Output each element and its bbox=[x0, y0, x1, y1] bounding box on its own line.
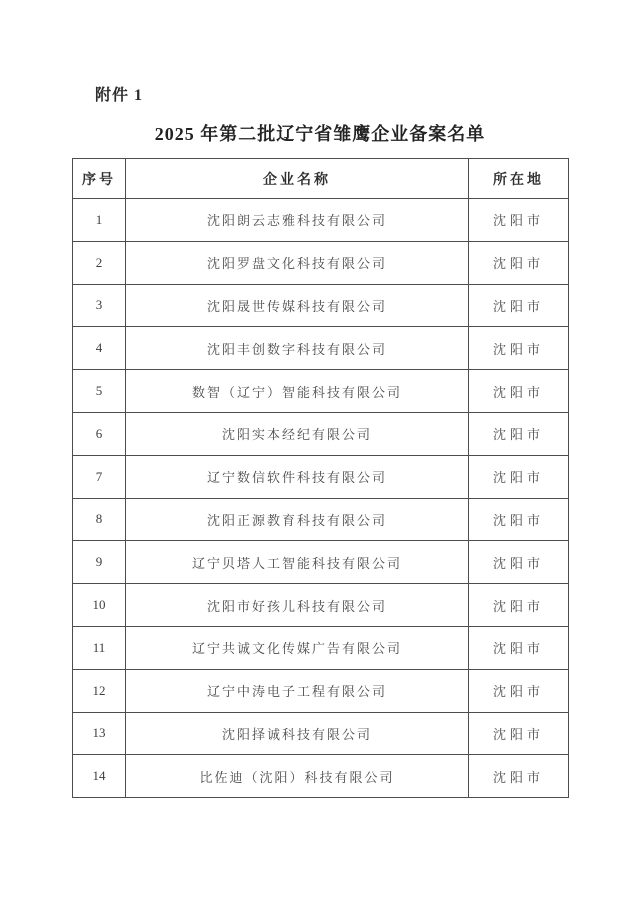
column-header-name: 企业名称 bbox=[126, 159, 469, 199]
table-row bbox=[73, 626, 569, 669]
table-row bbox=[73, 327, 569, 370]
table-row bbox=[73, 669, 569, 712]
row-name: 沈阳丰创数字科技有限公司 bbox=[126, 327, 469, 370]
row-seq: 3 bbox=[73, 284, 126, 327]
row-seq: 5 bbox=[73, 370, 126, 413]
table-row bbox=[73, 498, 569, 541]
row-name: 辽宁数信软件科技有限公司 bbox=[126, 455, 469, 498]
row-name: 辽宁中涛电子工程有限公司 bbox=[126, 669, 469, 712]
row-location: 沈阳市 bbox=[469, 584, 569, 627]
row-name: 比佐迪（沈阳）科技有限公司 bbox=[126, 755, 469, 798]
row-location: 沈阳市 bbox=[469, 712, 569, 755]
table-row bbox=[73, 241, 569, 284]
table-row bbox=[73, 541, 569, 584]
table-row bbox=[73, 755, 569, 798]
table-row bbox=[73, 712, 569, 755]
attachment-label: 附件 1 bbox=[95, 87, 144, 104]
row-seq: 14 bbox=[73, 755, 126, 798]
table-row bbox=[73, 584, 569, 627]
row-location: 沈阳市 bbox=[469, 241, 569, 284]
table-row bbox=[73, 455, 569, 498]
row-seq: 2 bbox=[73, 241, 126, 284]
row-seq: 4 bbox=[73, 327, 126, 370]
row-location: 沈阳市 bbox=[469, 327, 569, 370]
row-name: 辽宁共诚文化传媒广告有限公司 bbox=[126, 626, 469, 669]
row-location: 沈阳市 bbox=[469, 455, 569, 498]
row-location: 沈阳市 bbox=[469, 370, 569, 413]
row-name: 沈阳实本经纪有限公司 bbox=[126, 412, 469, 455]
row-seq: 10 bbox=[73, 584, 126, 627]
row-location: 沈阳市 bbox=[469, 626, 569, 669]
row-name: 沈阳晟世传媒科技有限公司 bbox=[126, 284, 469, 327]
enterprise-roster-table bbox=[72, 158, 569, 798]
row-location: 沈阳市 bbox=[469, 284, 569, 327]
row-seq: 8 bbox=[73, 498, 126, 541]
row-name: 沈阳择诚科技有限公司 bbox=[126, 712, 469, 755]
table-row bbox=[73, 199, 569, 242]
table-header-row bbox=[73, 159, 569, 199]
row-name: 数智（辽宁）智能科技有限公司 bbox=[126, 370, 469, 413]
row-seq: 9 bbox=[73, 541, 126, 584]
row-location: 沈阳市 bbox=[469, 498, 569, 541]
row-name: 辽宁贝塔人工智能科技有限公司 bbox=[126, 541, 469, 584]
row-seq: 7 bbox=[73, 455, 126, 498]
row-name: 沈阳正源教育科技有限公司 bbox=[126, 498, 469, 541]
page-title: 2025 年第二批辽宁省雏鹰企业备案名单 bbox=[154, 124, 486, 144]
row-seq: 13 bbox=[73, 712, 126, 755]
row-location: 沈阳市 bbox=[469, 412, 569, 455]
row-location: 沈阳市 bbox=[469, 199, 569, 242]
row-seq: 11 bbox=[73, 626, 126, 669]
row-name: 沈阳市好孩儿科技有限公司 bbox=[126, 584, 469, 627]
column-header-seq: 序号 bbox=[73, 159, 126, 199]
row-name: 沈阳朗云志雅科技有限公司 bbox=[126, 199, 469, 242]
row-location: 沈阳市 bbox=[469, 541, 569, 584]
table-row bbox=[73, 370, 569, 413]
row-seq: 12 bbox=[73, 669, 126, 712]
table-row bbox=[73, 412, 569, 455]
row-seq: 1 bbox=[73, 199, 126, 242]
row-location: 沈阳市 bbox=[469, 755, 569, 798]
row-seq: 6 bbox=[73, 412, 126, 455]
row-location: 沈阳市 bbox=[469, 669, 569, 712]
table-row bbox=[73, 284, 569, 327]
column-header-location: 所在地 bbox=[469, 159, 569, 199]
row-name: 沈阳罗盘文化科技有限公司 bbox=[126, 241, 469, 284]
